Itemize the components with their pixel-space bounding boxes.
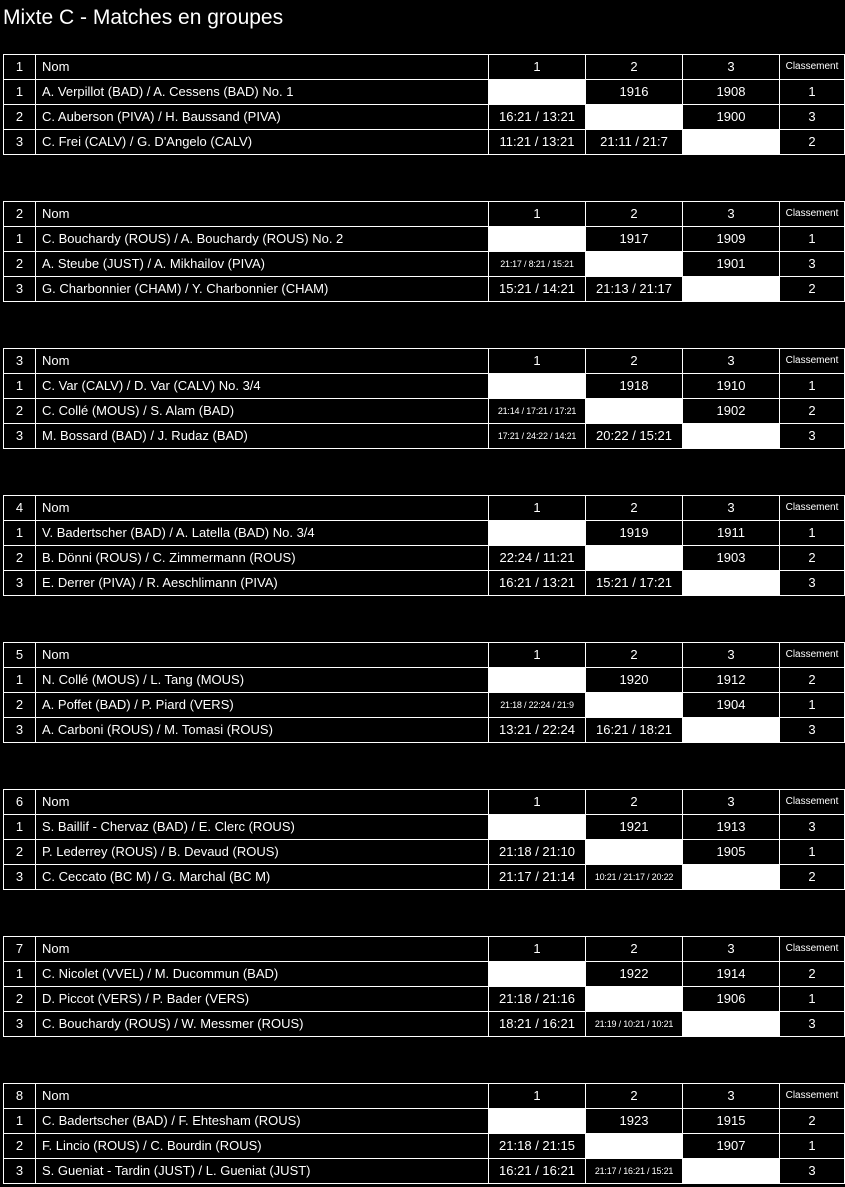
score-cell-1: 17:21 / 24:22 / 14:21 bbox=[489, 424, 586, 449]
rank-cell: 1 bbox=[780, 227, 845, 252]
player-pair-name: C. Frei (CALV) / G. D'Angelo (CALV) bbox=[36, 130, 489, 155]
empty-cell bbox=[489, 374, 586, 399]
header-col-2: 2 bbox=[586, 55, 683, 80]
group-number: 6 bbox=[4, 790, 36, 815]
table-row bbox=[4, 1012, 845, 1037]
score-cell-3: 1902 bbox=[683, 399, 780, 424]
header-col-2: 2 bbox=[586, 496, 683, 521]
player-pair-name: S. Gueniat - Tardin (JUST) / L. Gueniat (JUST) bbox=[36, 1159, 489, 1184]
header-col-1: 1 bbox=[489, 937, 586, 962]
header-name: Nom bbox=[36, 55, 489, 80]
score-cell-2: 1919 bbox=[586, 521, 683, 546]
rank-cell: 3 bbox=[780, 815, 845, 840]
header-col-1: 1 bbox=[489, 643, 586, 668]
score-cell-3: 1900 bbox=[683, 105, 780, 130]
header-col-1: 1 bbox=[489, 349, 586, 374]
row-position: 2 bbox=[4, 693, 36, 718]
group-table-7 bbox=[3, 936, 845, 1037]
score-cell-3: 1910 bbox=[683, 374, 780, 399]
table-row bbox=[4, 130, 845, 155]
score-cell-1: 18:21 / 16:21 bbox=[489, 1012, 586, 1037]
group-header-row bbox=[4, 643, 845, 668]
header-rank: Classement bbox=[780, 349, 845, 374]
group-header-row bbox=[4, 55, 845, 80]
group-header-row bbox=[4, 349, 845, 374]
rank-cell: 2 bbox=[780, 399, 845, 424]
rank-cell: 2 bbox=[780, 1109, 845, 1134]
score-cell-2: 1916 bbox=[586, 80, 683, 105]
rank-cell: 3 bbox=[780, 571, 845, 596]
player-pair-name: F. Lincio (ROUS) / C. Bourdin (ROUS) bbox=[36, 1134, 489, 1159]
row-position: 1 bbox=[4, 962, 36, 987]
row-position: 2 bbox=[4, 105, 36, 130]
score-cell-3: 1912 bbox=[683, 668, 780, 693]
score-cell-3: 1904 bbox=[683, 693, 780, 718]
empty-cell bbox=[683, 424, 780, 449]
row-position: 1 bbox=[4, 815, 36, 840]
rank-cell: 2 bbox=[780, 130, 845, 155]
row-position: 2 bbox=[4, 1134, 36, 1159]
score-cell-2: 1921 bbox=[586, 815, 683, 840]
rank-cell: 3 bbox=[780, 718, 845, 743]
group-number: 1 bbox=[4, 55, 36, 80]
row-position: 2 bbox=[4, 399, 36, 424]
header-col-1: 1 bbox=[489, 790, 586, 815]
row-position: 3 bbox=[4, 1012, 36, 1037]
rank-cell: 3 bbox=[780, 424, 845, 449]
score-cell-2: 21:13 / 21:17 bbox=[586, 277, 683, 302]
score-cell-3: 1906 bbox=[683, 987, 780, 1012]
row-position: 2 bbox=[4, 840, 36, 865]
table-row bbox=[4, 252, 845, 277]
header-col-3: 3 bbox=[683, 790, 780, 815]
group-header-row bbox=[4, 496, 845, 521]
header-col-3: 3 bbox=[683, 1084, 780, 1109]
score-cell-3: 1911 bbox=[683, 521, 780, 546]
score-cell-2: 20:22 / 15:21 bbox=[586, 424, 683, 449]
table-row bbox=[4, 374, 845, 399]
header-col-3: 3 bbox=[683, 202, 780, 227]
header-col-1: 1 bbox=[489, 202, 586, 227]
table-row bbox=[4, 399, 845, 424]
table-row bbox=[4, 105, 845, 130]
score-cell-1: 22:24 / 11:21 bbox=[489, 546, 586, 571]
group-table-5 bbox=[3, 642, 845, 743]
row-position: 3 bbox=[4, 865, 36, 890]
header-col-1: 1 bbox=[489, 55, 586, 80]
header-col-2: 2 bbox=[586, 202, 683, 227]
score-cell-2: 1920 bbox=[586, 668, 683, 693]
empty-cell bbox=[586, 693, 683, 718]
rank-cell: 1 bbox=[780, 840, 845, 865]
table-row bbox=[4, 424, 845, 449]
header-name: Nom bbox=[36, 1084, 489, 1109]
header-col-2: 2 bbox=[586, 937, 683, 962]
score-cell-1: 21:18 / 21:15 bbox=[489, 1134, 586, 1159]
group-table-2 bbox=[3, 201, 845, 302]
score-cell-2: 21:11 / 21:7 bbox=[586, 130, 683, 155]
rank-cell: 1 bbox=[780, 693, 845, 718]
player-pair-name: N. Collé (MOUS) / L. Tang (MOUS) bbox=[36, 668, 489, 693]
group-number: 3 bbox=[4, 349, 36, 374]
score-cell-2: 21:17 / 16:21 / 15:21 bbox=[586, 1159, 683, 1184]
score-cell-3: 1915 bbox=[683, 1109, 780, 1134]
table-row bbox=[4, 571, 845, 596]
score-cell-1: 21:18 / 21:10 bbox=[489, 840, 586, 865]
row-position: 1 bbox=[4, 374, 36, 399]
score-cell-1: 21:17 / 21:14 bbox=[489, 865, 586, 890]
score-cell-3: 1905 bbox=[683, 840, 780, 865]
score-cell-1: 11:21 / 13:21 bbox=[489, 130, 586, 155]
header-rank: Classement bbox=[780, 55, 845, 80]
header-rank: Classement bbox=[780, 1084, 845, 1109]
table-row bbox=[4, 668, 845, 693]
player-pair-name: C. Bouchardy (ROUS) / A. Bouchardy (ROUS) No. 2 bbox=[36, 227, 489, 252]
group-number: 2 bbox=[4, 202, 36, 227]
header-col-3: 3 bbox=[683, 55, 780, 80]
row-position: 2 bbox=[4, 252, 36, 277]
empty-cell bbox=[683, 865, 780, 890]
player-pair-name: A. Steube (JUST) / A. Mikhailov (PIVA) bbox=[36, 252, 489, 277]
player-pair-name: D. Piccot (VERS) / P. Bader (VERS) bbox=[36, 987, 489, 1012]
group-number: 4 bbox=[4, 496, 36, 521]
group-table-1 bbox=[3, 54, 845, 155]
row-position: 1 bbox=[4, 521, 36, 546]
score-cell-1: 21:14 / 17:21 / 17:21 bbox=[489, 399, 586, 424]
empty-cell bbox=[489, 521, 586, 546]
empty-cell bbox=[683, 1012, 780, 1037]
table-row bbox=[4, 865, 845, 890]
score-cell-1: 21:18 / 21:16 bbox=[489, 987, 586, 1012]
empty-cell bbox=[489, 227, 586, 252]
row-position: 2 bbox=[4, 546, 36, 571]
player-pair-name: S. Baillif - Chervaz (BAD) / E. Clerc (ROUS) bbox=[36, 815, 489, 840]
player-pair-name: E. Derrer (PIVA) / R. Aeschlimann (PIVA) bbox=[36, 571, 489, 596]
player-pair-name: C. Collé (MOUS) / S. Alam (BAD) bbox=[36, 399, 489, 424]
score-cell-3: 1914 bbox=[683, 962, 780, 987]
rank-cell: 1 bbox=[780, 1134, 845, 1159]
empty-cell bbox=[683, 277, 780, 302]
header-rank: Classement bbox=[780, 643, 845, 668]
header-rank: Classement bbox=[780, 790, 845, 815]
row-position: 1 bbox=[4, 668, 36, 693]
header-name: Nom bbox=[36, 643, 489, 668]
player-pair-name: P. Lederrey (ROUS) / B. Devaud (ROUS) bbox=[36, 840, 489, 865]
player-pair-name: C. Var (CALV) / D. Var (CALV) No. 3/4 bbox=[36, 374, 489, 399]
rank-cell: 2 bbox=[780, 668, 845, 693]
score-cell-1: 21:18 / 22:24 / 21:9 bbox=[489, 693, 586, 718]
row-position: 2 bbox=[4, 987, 36, 1012]
table-row bbox=[4, 227, 845, 252]
score-cell-3: 1907 bbox=[683, 1134, 780, 1159]
group-table-8 bbox=[3, 1083, 845, 1184]
header-col-2: 2 bbox=[586, 349, 683, 374]
group-number: 7 bbox=[4, 937, 36, 962]
row-position: 3 bbox=[4, 571, 36, 596]
table-row bbox=[4, 840, 845, 865]
score-cell-2: 1922 bbox=[586, 962, 683, 987]
score-cell-3: 1913 bbox=[683, 815, 780, 840]
rank-cell: 3 bbox=[780, 105, 845, 130]
player-pair-name: V. Badertscher (BAD) / A. Latella (BAD) No. 3/4 bbox=[36, 521, 489, 546]
rank-cell: 2 bbox=[780, 277, 845, 302]
score-cell-2: 21:19 / 10:21 / 10:21 bbox=[586, 1012, 683, 1037]
empty-cell bbox=[683, 130, 780, 155]
rank-cell: 2 bbox=[780, 865, 845, 890]
header-col-1: 1 bbox=[489, 496, 586, 521]
player-pair-name: A. Verpillot (BAD) / A. Cessens (BAD) No. 1 bbox=[36, 80, 489, 105]
player-pair-name: C. Badertscher (BAD) / F. Ehtesham (ROUS) bbox=[36, 1109, 489, 1134]
player-pair-name: C. Bouchardy (ROUS) / W. Messmer (ROUS) bbox=[36, 1012, 489, 1037]
rank-cell: 2 bbox=[780, 962, 845, 987]
score-cell-2: 16:21 / 18:21 bbox=[586, 718, 683, 743]
row-position: 3 bbox=[4, 130, 36, 155]
empty-cell bbox=[489, 815, 586, 840]
score-cell-1: 13:21 / 22:24 bbox=[489, 718, 586, 743]
player-pair-name: A. Poffet (BAD) / P. Piard (VERS) bbox=[36, 693, 489, 718]
score-cell-2: 15:21 / 17:21 bbox=[586, 571, 683, 596]
rank-cell: 1 bbox=[780, 987, 845, 1012]
rank-cell: 2 bbox=[780, 546, 845, 571]
empty-cell bbox=[586, 840, 683, 865]
table-row bbox=[4, 1134, 845, 1159]
row-position: 1 bbox=[4, 80, 36, 105]
empty-cell bbox=[489, 668, 586, 693]
empty-cell bbox=[683, 571, 780, 596]
empty-cell bbox=[586, 546, 683, 571]
score-cell-2: 1917 bbox=[586, 227, 683, 252]
score-cell-2: 1923 bbox=[586, 1109, 683, 1134]
header-name: Nom bbox=[36, 937, 489, 962]
header-col-2: 2 bbox=[586, 1084, 683, 1109]
group-table-4 bbox=[3, 495, 845, 596]
score-cell-3: 1909 bbox=[683, 227, 780, 252]
score-cell-2: 10:21 / 21:17 / 20:22 bbox=[586, 865, 683, 890]
rank-cell: 3 bbox=[780, 252, 845, 277]
table-row bbox=[4, 546, 845, 571]
header-rank: Classement bbox=[780, 202, 845, 227]
score-cell-1: 16:21 / 16:21 bbox=[489, 1159, 586, 1184]
player-pair-name: G. Charbonnier (CHAM) / Y. Charbonnier (CHAM) bbox=[36, 277, 489, 302]
header-col-1: 1 bbox=[489, 1084, 586, 1109]
header-col-2: 2 bbox=[586, 643, 683, 668]
row-position: 1 bbox=[4, 227, 36, 252]
player-pair-name: C. Nicolet (VVEL) / M. Ducommun (BAD) bbox=[36, 962, 489, 987]
player-pair-name: B. Dönni (ROUS) / C. Zimmermann (ROUS) bbox=[36, 546, 489, 571]
empty-cell bbox=[586, 399, 683, 424]
group-table-6 bbox=[3, 789, 845, 890]
empty-cell bbox=[586, 1134, 683, 1159]
table-row bbox=[4, 521, 845, 546]
table-row bbox=[4, 718, 845, 743]
row-position: 3 bbox=[4, 718, 36, 743]
group-number: 5 bbox=[4, 643, 36, 668]
header-col-3: 3 bbox=[683, 643, 780, 668]
player-pair-name: M. Bossard (BAD) / J. Rudaz (BAD) bbox=[36, 424, 489, 449]
rank-cell: 1 bbox=[780, 374, 845, 399]
row-position: 3 bbox=[4, 1159, 36, 1184]
table-row bbox=[4, 277, 845, 302]
score-cell-1: 15:21 / 14:21 bbox=[489, 277, 586, 302]
header-col-3: 3 bbox=[683, 496, 780, 521]
header-name: Nom bbox=[36, 790, 489, 815]
group-header-row bbox=[4, 790, 845, 815]
score-cell-3: 1901 bbox=[683, 252, 780, 277]
row-position: 3 bbox=[4, 424, 36, 449]
table-row bbox=[4, 1109, 845, 1134]
header-name: Nom bbox=[36, 349, 489, 374]
player-pair-name: C. Auberson (PIVA) / H. Baussand (PIVA) bbox=[36, 105, 489, 130]
empty-cell bbox=[489, 1109, 586, 1134]
score-cell-2: 1918 bbox=[586, 374, 683, 399]
score-cell-1: 21:17 / 8:21 / 15:21 bbox=[489, 252, 586, 277]
header-name: Nom bbox=[36, 496, 489, 521]
group-header-row bbox=[4, 937, 845, 962]
group-number: 8 bbox=[4, 1084, 36, 1109]
score-cell-1: 16:21 / 13:21 bbox=[489, 105, 586, 130]
rank-cell: 3 bbox=[780, 1012, 845, 1037]
empty-cell bbox=[489, 962, 586, 987]
group-header-row bbox=[4, 202, 845, 227]
header-col-3: 3 bbox=[683, 937, 780, 962]
rank-cell: 3 bbox=[780, 1159, 845, 1184]
empty-cell bbox=[683, 1159, 780, 1184]
rank-cell: 1 bbox=[780, 521, 845, 546]
score-cell-1: 16:21 / 13:21 bbox=[489, 571, 586, 596]
row-position: 1 bbox=[4, 1109, 36, 1134]
empty-cell bbox=[586, 987, 683, 1012]
header-col-2: 2 bbox=[586, 790, 683, 815]
header-name: Nom bbox=[36, 202, 489, 227]
table-row bbox=[4, 962, 845, 987]
player-pair-name: C. Ceccato (BC M) / G. Marchal (BC M) bbox=[36, 865, 489, 890]
table-row bbox=[4, 693, 845, 718]
table-row bbox=[4, 1159, 845, 1184]
header-rank: Classement bbox=[780, 937, 845, 962]
empty-cell bbox=[586, 105, 683, 130]
row-position: 3 bbox=[4, 277, 36, 302]
table-row bbox=[4, 80, 845, 105]
group-table-3 bbox=[3, 348, 845, 449]
rank-cell: 1 bbox=[780, 80, 845, 105]
table-row bbox=[4, 987, 845, 1012]
group-header-row bbox=[4, 1084, 845, 1109]
empty-cell bbox=[489, 80, 586, 105]
page-title: Mixte C - Matches en groupes bbox=[3, 6, 284, 29]
player-pair-name: A. Carboni (ROUS) / M. Tomasi (ROUS) bbox=[36, 718, 489, 743]
score-cell-3: 1908 bbox=[683, 80, 780, 105]
header-rank: Classement bbox=[780, 496, 845, 521]
empty-cell bbox=[586, 252, 683, 277]
score-cell-3: 1903 bbox=[683, 546, 780, 571]
empty-cell bbox=[683, 718, 780, 743]
table-row bbox=[4, 815, 845, 840]
header-col-3: 3 bbox=[683, 349, 780, 374]
